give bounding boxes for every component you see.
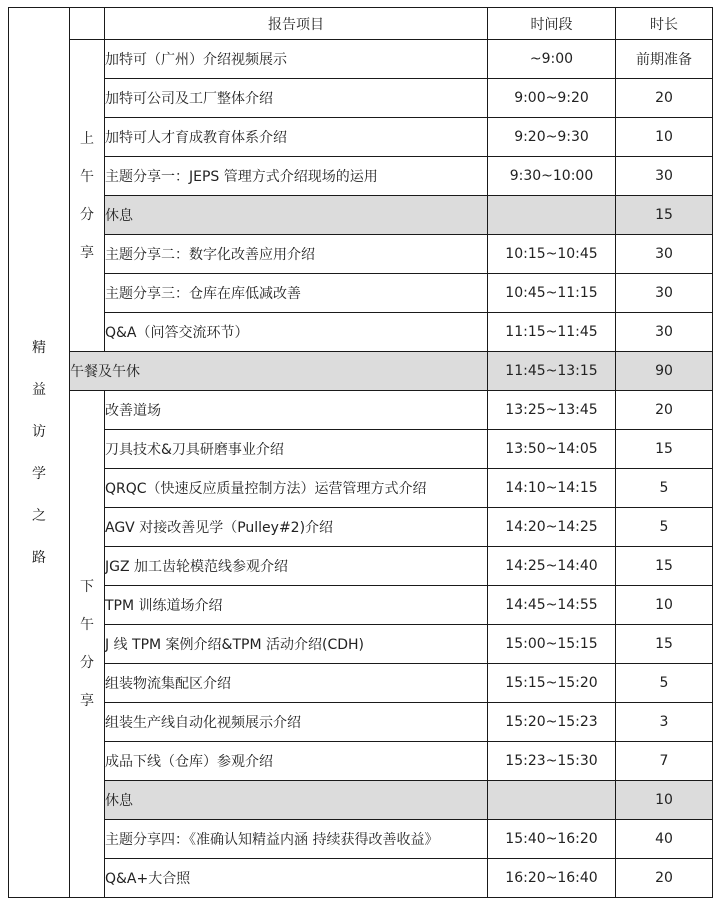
schedule-row	[9, 313, 713, 352]
row-time: 9:30~10:00	[488, 157, 616, 196]
sheet-title	[9, 8, 70, 898]
row-item: TPM 训练道场介绍	[105, 586, 488, 625]
schedule-row	[9, 235, 713, 274]
schedule-row	[9, 40, 713, 79]
row-item: 主题分享三：仓库在库低减改善	[105, 274, 488, 313]
header-item: 报告项目	[105, 8, 488, 40]
row-time: 9:20~9:30	[488, 118, 616, 157]
row-item: JGZ 加工齿轮模范线参观介绍	[105, 547, 488, 586]
row-time: 14:10~14:15	[488, 469, 616, 508]
row-time: 14:25~14:40	[488, 547, 616, 586]
row-duration: 15	[616, 547, 713, 586]
row-time: 10:45~11:15	[488, 274, 616, 313]
schedule-row	[9, 547, 713, 586]
break-row	[9, 196, 713, 235]
row-item: 主题分享一：JEPS 管理方式介绍现场的运用	[105, 157, 488, 196]
row-duration: 30	[616, 235, 713, 274]
schedule-row	[9, 508, 713, 547]
schedule-row	[9, 859, 713, 898]
schedule-row	[9, 118, 713, 157]
row-time	[488, 781, 616, 820]
schedule-row	[9, 430, 713, 469]
row-item: 刀具技术&刀具研磨事业介绍	[105, 430, 488, 469]
row-time: 15:23~15:30	[488, 742, 616, 781]
row-time: ~9:00	[488, 40, 616, 79]
schedule-row	[9, 391, 713, 430]
lunch-row	[9, 352, 713, 391]
row-item: 加特可公司及工厂整体介绍	[105, 79, 488, 118]
schedule-row	[9, 157, 713, 196]
header-duration: 时长	[616, 8, 713, 40]
row-item: Q&A（问答交流环节）	[105, 313, 488, 352]
schedule-row	[9, 703, 713, 742]
lunch-time: 11:45~13:15	[488, 352, 616, 391]
row-duration: 20	[616, 79, 713, 118]
row-duration: 15	[616, 625, 713, 664]
row-item: AGV 对接改善见学（Pulley#2)介绍	[105, 508, 488, 547]
row-duration: 30	[616, 313, 713, 352]
row-time: 10:15~10:45	[488, 235, 616, 274]
row-duration: 10	[616, 586, 713, 625]
row-item: 休息	[105, 781, 488, 820]
row-time: 13:25~13:45	[488, 391, 616, 430]
row-time: 16:20~16:40	[488, 859, 616, 898]
row-item: 主题分享四：《准确认知精益内涵 持续获得改善收益》	[105, 820, 488, 859]
row-duration: 20	[616, 859, 713, 898]
schedule-table	[8, 7, 713, 898]
schedule-body	[9, 8, 713, 898]
row-duration: 5	[616, 664, 713, 703]
lunch-duration: 90	[616, 352, 713, 391]
row-duration: 5	[616, 508, 713, 547]
row-item: QRQC（快速反应质量控制方法）运营管理方式介绍	[105, 469, 488, 508]
row-time: 14:45~14:55	[488, 586, 616, 625]
row-duration: 5	[616, 469, 713, 508]
row-duration: 前期准备	[616, 40, 713, 79]
schedule-row	[9, 742, 713, 781]
row-duration: 10	[616, 781, 713, 820]
sheet-title-text: 精益访学之路	[31, 339, 46, 566]
row-time: 15:00~15:15	[488, 625, 616, 664]
row-duration: 7	[616, 742, 713, 781]
morning-period-label	[70, 40, 105, 352]
row-time: 13:50~14:05	[488, 430, 616, 469]
row-duration: 15	[616, 430, 713, 469]
schedule-row	[9, 586, 713, 625]
row-item: 加特可（广州）介绍视频展示	[105, 40, 488, 79]
row-time: 15:20~15:23	[488, 703, 616, 742]
row-item: 成品下线（仓库）参观介绍	[105, 742, 488, 781]
row-item: 加特可人才育成教育体系介绍	[105, 118, 488, 157]
header-period-blank	[70, 8, 105, 40]
row-duration: 20	[616, 391, 713, 430]
schedule-row	[9, 469, 713, 508]
morning-period-text: 上午分享	[79, 130, 94, 261]
row-item: 改善道场	[105, 391, 488, 430]
header-time: 时间段	[488, 8, 616, 40]
header-row	[9, 8, 713, 40]
schedule-row	[9, 664, 713, 703]
row-item: 组装物流集配区介绍	[105, 664, 488, 703]
schedule-row	[9, 625, 713, 664]
break-row	[9, 781, 713, 820]
afternoon-period-text: 下午分享	[79, 579, 94, 709]
lunch-item: 午餐及午休	[70, 352, 488, 391]
row-duration: 10	[616, 118, 713, 157]
row-duration: 30	[616, 157, 713, 196]
row-item: 休息	[105, 196, 488, 235]
row-time: 9:00~9:20	[488, 79, 616, 118]
row-time: 14:20~14:25	[488, 508, 616, 547]
row-time	[488, 196, 616, 235]
row-duration: 40	[616, 820, 713, 859]
schedule-row	[9, 274, 713, 313]
row-item: 主题分享二：数字化改善应用介绍	[105, 235, 488, 274]
row-time: 11:15~11:45	[488, 313, 616, 352]
afternoon-period-label	[70, 391, 105, 898]
row-time: 15:40~16:20	[488, 820, 616, 859]
row-time: 15:15~15:20	[488, 664, 616, 703]
row-item: 组装生产线自动化视频展示介绍	[105, 703, 488, 742]
row-duration: 3	[616, 703, 713, 742]
row-duration: 30	[616, 274, 713, 313]
row-item: J 线 TPM 案例介绍&TPM 活动介绍(CDH)	[105, 625, 488, 664]
schedule-row	[9, 820, 713, 859]
row-duration: 15	[616, 196, 713, 235]
row-item: Q&A+大合照	[105, 859, 488, 898]
schedule-row	[9, 79, 713, 118]
